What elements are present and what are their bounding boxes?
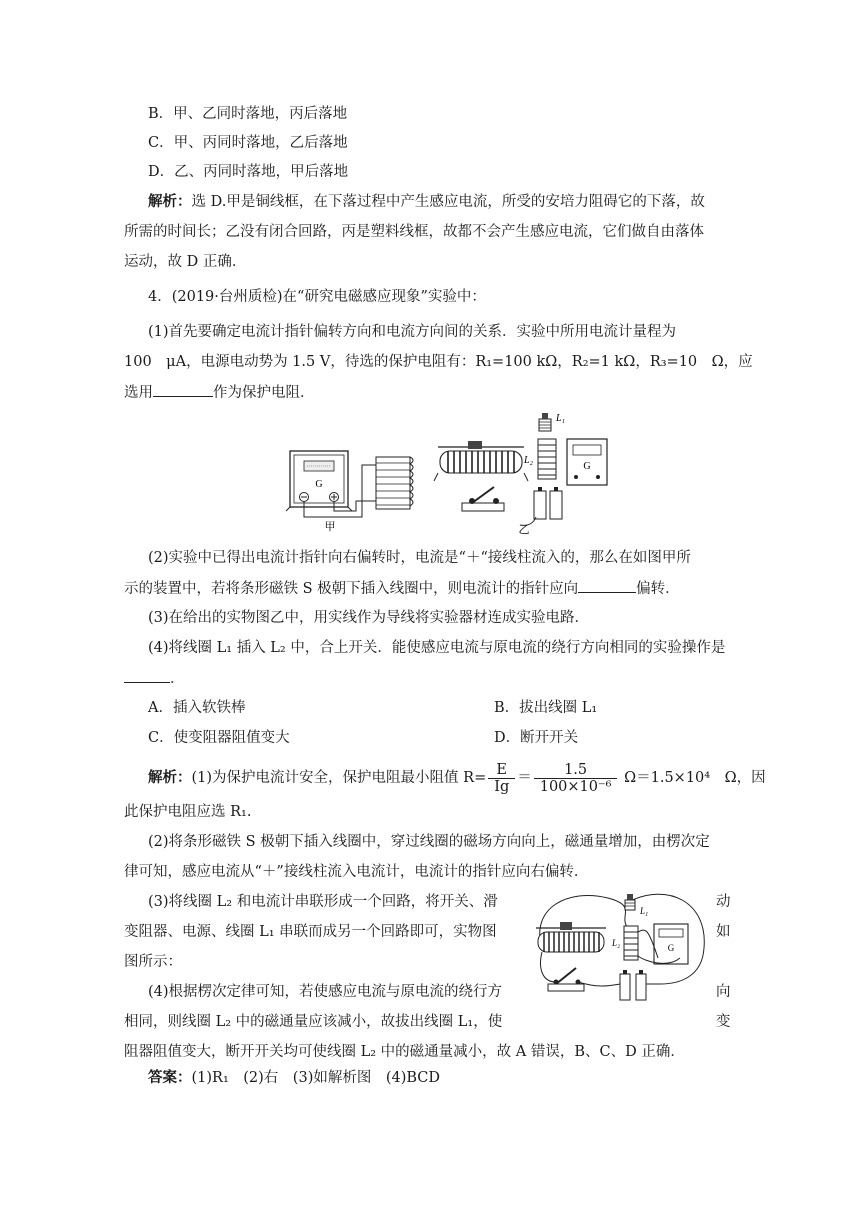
battery <box>520 487 562 525</box>
solution-2-line-1: (2)将条形磁铁 S 极朝下插入线圈中，穿过线圈的磁场方向向上，磁通量增加，由楞次定 <box>148 834 710 850</box>
part1-line-3: 选用 作为保护电阻． <box>124 382 315 403</box>
analysis-line-3: 运动，故 D 正确． <box>124 254 247 270</box>
answer-blank-3 <box>124 668 170 683</box>
option-4d: D．断开开关 <box>494 730 579 746</box>
svg-text:L₁: L₁ <box>640 906 649 916</box>
option-4b: B．拔出线圈 L₁ <box>494 700 598 716</box>
svg-text:G: G <box>583 461 591 472</box>
rheostat <box>434 441 528 481</box>
fraction-e-over-ig: $\frac{E}{Ig}$ <box>488 762 515 795</box>
svg-text:L₂: L₂ <box>612 938 621 948</box>
figure-label-jia: 甲 <box>324 521 336 533</box>
solution-4-line-1: (4)根据楞次定律可知，若使感应电流与原电流的绕行方 <box>148 984 503 1000</box>
solution-4-line-2: 相同，则线圈 L₂ 中的磁通量应该减小，故拔出线圈 L₁，使 <box>124 1014 503 1030</box>
solution-line-2: 此保护电阻应选 R₁. <box>124 804 252 820</box>
galvanometer-jia <box>286 451 352 511</box>
answer-blank-2 <box>578 578 636 593</box>
part4-line-1: (4)将线圈 L₁ 插入 L₂ 中，合上开关．能使感应电流与原电流的绕行方向相同的实验操作是 <box>148 640 726 656</box>
galvanometer-label: G <box>315 479 323 490</box>
galvanometer-yi <box>567 439 607 485</box>
part2-line-1: (2)实验中已得出电流计指针向右偏转时，电流是“＋“接线柱流入的，那么在如图甲所 <box>148 550 691 566</box>
solution-4-line-3: 阻器阻值变大，断开开关均可使线圈 L₂ 中的磁通量减小，故 A 错误，B、C、D 正确． <box>124 1044 685 1060</box>
option-c: C．甲、丙同时落地，乙后落地 <box>148 135 348 151</box>
coil-l1 <box>539 413 565 431</box>
solution-3-line-2: 变阻器、电源、线圈 L₁ 串联而成另一个回路即可，实物图 <box>124 924 497 940</box>
part3-line: (3)在给出的实物图乙中，用实线作为导线将实验器材连成实验电路． <box>148 610 590 626</box>
solution-line-1: 解析：(1)为保护电流计安全，保护电阻最小阻值 R= $\frac{E}{Ig}$ ＝ $\frac{1.5}{\text{100×10⁻⁶}}$ Ω＝1.5×10⁴ Ω，因 <box>148 761 766 795</box>
part4-line-2: ． <box>124 668 185 689</box>
solution-3-line-1: (3)将线圈 L₂ 和电流计串联形成一个回路，将开关、滑 <box>148 894 498 910</box>
solution-2-line-2: 律可知，感应电流从“＋”接线柱流入电流计，电流计的指针应向右偏转． <box>124 864 589 880</box>
answer-blank-1 <box>153 382 213 397</box>
part1-line-2: 100 μA，电源电动势为 1.5 V，待选的保护电阻有：R₁=100 kΩ，R₂=1 kΩ，R₃=10 Ω，应 <box>124 354 753 370</box>
part1-line-1: (1)首先要确定电流计指针偏转方向和电流方向间的关系．实验中所用电流计量程为 <box>148 324 677 340</box>
fraction-values: $\frac{1.5}{\text{100×10⁻⁶}}$ <box>534 762 618 795</box>
question-4-stem: 4．(2019·台州质检)在“研究电磁感应现象”实验中： <box>148 289 486 305</box>
option-d: D．乙、丙同时落地，甲后落地 <box>148 164 349 180</box>
answer-line: 答案：(1)R₁ (2)右 (3)如解析图 (4)BCD <box>148 1069 441 1086</box>
svg-text:L₂: L₂ <box>524 455 534 466</box>
option-4a: A．插入软铁棒 <box>148 700 246 716</box>
analysis-line-2: 所需的时间长；乙没有闭合回路，丙是塑料线框，故都不会产生感应电流，它们做自由落体 <box>124 224 704 240</box>
solution-circuit-figure <box>528 888 712 1008</box>
option-b: B．甲、乙同时落地，丙后落地 <box>148 106 348 122</box>
svg-text:G: G <box>667 943 675 953</box>
part2-line-2: 示的装置中，若将条形磁铁 S 极朝下插入线圈中，则电流计的指针应向 偏转． <box>124 578 680 599</box>
solution-3-line-3: 图所示： <box>124 954 182 970</box>
svg-text:L₁: L₁ <box>556 413 566 424</box>
analysis-line-1: 解析：选 D.甲是铜线框，在下落过程中产生感应电流，所受的安培力阻碍它的下落，故 <box>148 193 705 210</box>
coil-jia <box>376 457 413 509</box>
coil-l2 <box>523 439 556 479</box>
analysis-label: 解析： <box>148 193 192 210</box>
figure-label-yi: 乙 <box>518 524 530 536</box>
circuit-figure <box>280 405 620 538</box>
option-4c: C．使变阻器阻值变大 <box>148 730 290 746</box>
switch <box>462 487 504 511</box>
